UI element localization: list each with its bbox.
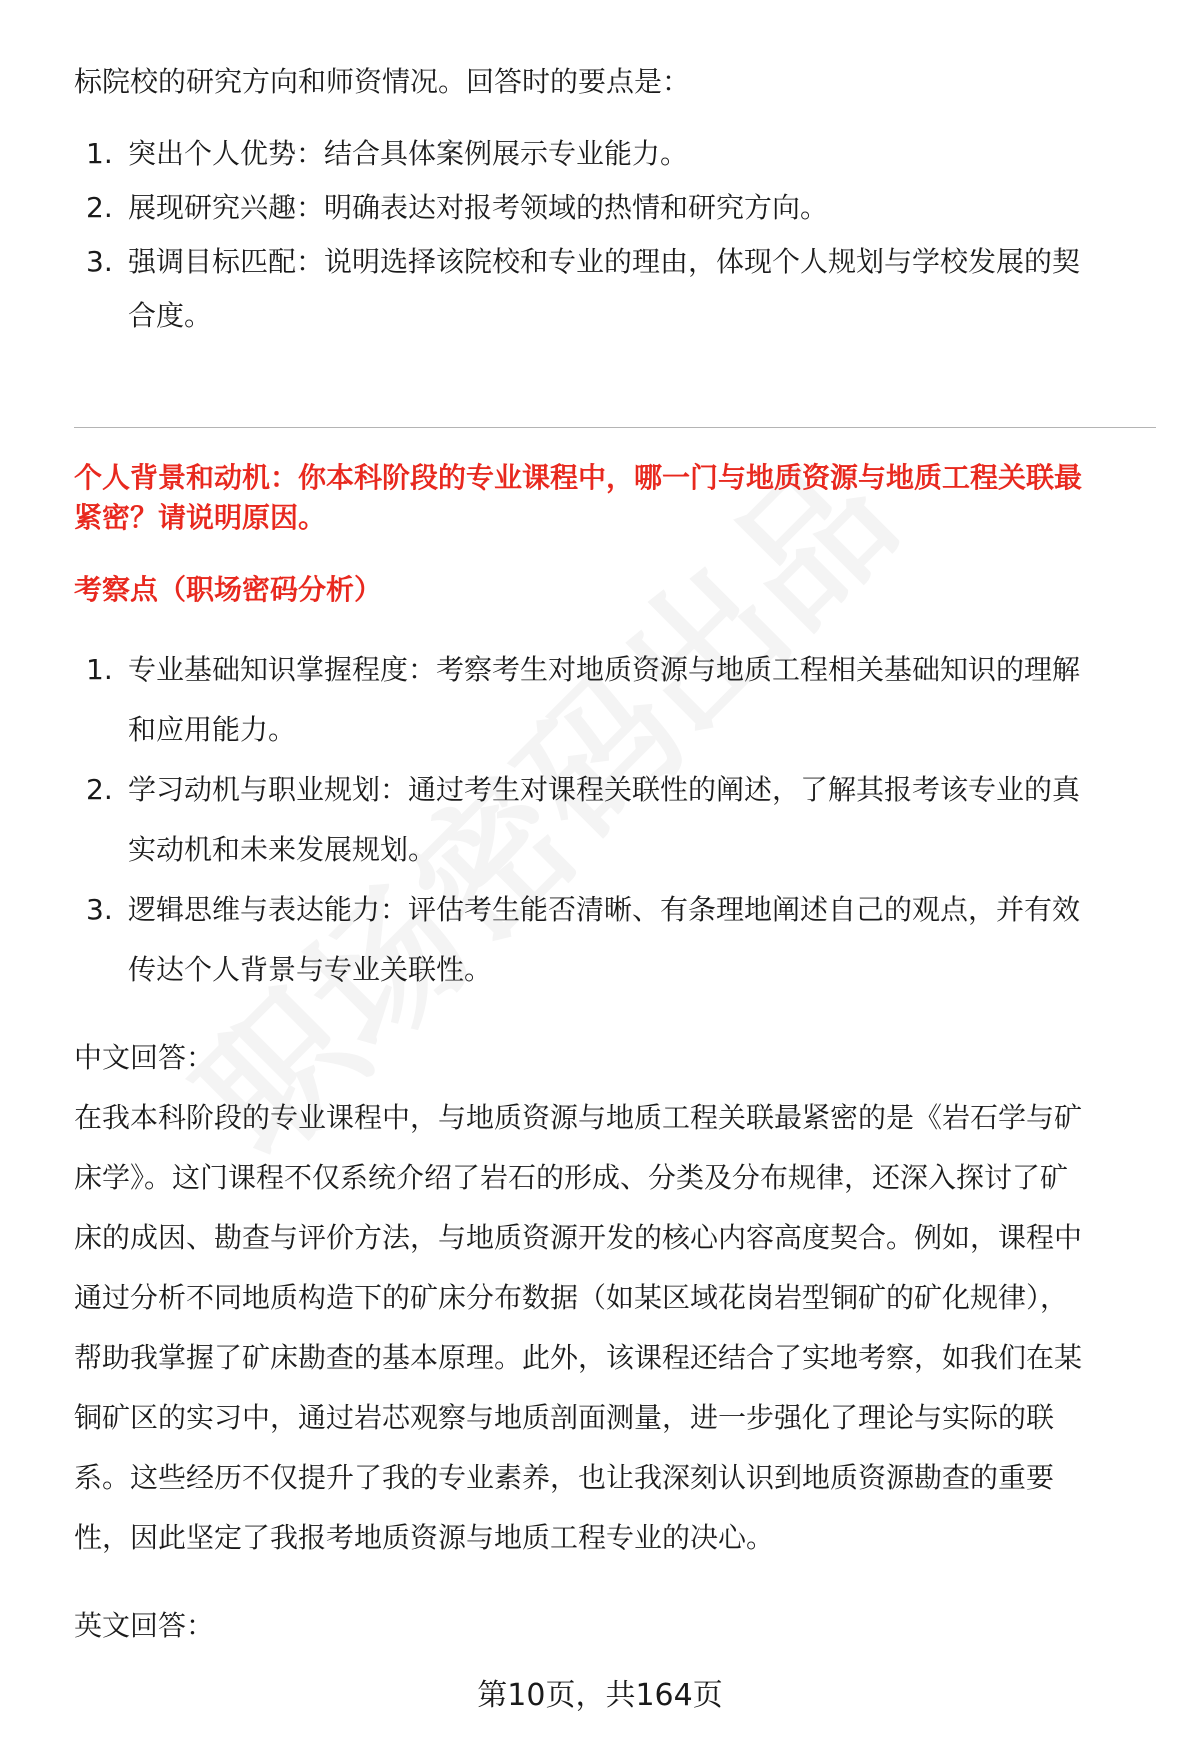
exam-point-2-number: 2. [86,773,113,806]
point-3-number: 3. [86,245,113,278]
chinese-answer-line: 通过分析不同地质构造下的矿床分布数据（如某区域花岗岩型铜矿的矿化规律）， [74,1281,1069,1314]
exam-point-1-text-continued: 和应用能力。 [128,713,297,746]
point-1-text: 突出个人优势：结合具体案例展示专业能力。 [128,137,689,170]
section-divider [74,427,1156,428]
point-2-number: 2. [86,191,113,224]
question-heading-line-2: 紧密？请说明原因。 [74,501,327,534]
chinese-answer-line: 铜矿区的实习中，通过岩芯观察与地质剖面测量，进一步强化了理论与实际的联 [74,1401,1055,1434]
intro-line: 标院校的研究方向和师资情况。回答时的要点是： [74,65,691,98]
chinese-answer-line: 性，因此坚定了我报考地质资源与地质工程专业的决心。 [74,1521,775,1554]
english-answer-label: 英文回答： [74,1609,215,1642]
page-footer: 第10页，共164页 [477,1678,723,1713]
exam-point-1-number: 1. [86,653,113,686]
point-3-text-continued: 合度。 [128,299,213,332]
chinese-answer-line: 床的成因、勘查与评价方法，与地质资源开发的核心内容高度契合。例如，课程中 [74,1221,1083,1254]
exam-points-heading: 考察点（职场密码分析） [74,573,383,606]
exam-point-3-text: 逻辑思维与表达能力：评估考生能否清晰、有条理地阐述自己的观点，并有效 [128,893,1081,926]
exam-point-3-text-continued: 传达个人背景与专业关联性。 [128,953,493,986]
point-2-text: 展现研究兴趣：明确表达对报考领域的热情和研究方向。 [128,191,829,224]
exam-point-3-number: 3. [86,893,113,926]
exam-point-1-text: 专业基础知识掌握程度：考察考生对地质资源与地质工程相关基础知识的理解 [128,653,1081,686]
point-3-text: 强调目标匹配：说明选择该院校和专业的理由，体现个人规划与学校发展的契 [128,245,1081,278]
exam-point-2-text-continued: 实动机和未来发展规划。 [128,833,437,866]
chinese-answer-line: 系。这些经历不仅提升了我的专业素养，也让我深刻认识到地质资源勘查的重要 [74,1461,1055,1494]
question-heading-line-1: 个人背景和动机：你本科阶段的专业课程中，哪一门与地质资源与地质工程关联最 [74,461,1083,494]
point-1-number: 1. [86,137,113,170]
chinese-answer-line: 帮助我掌握了矿床勘查的基本原理。此外，该课程还结合了实地考察，如我们在某 [74,1341,1083,1374]
exam-point-2-text: 学习动机与职业规划：通过考生对课程关联性的阐述，了解其报考该专业的真 [128,773,1081,806]
chinese-answer-line: 在我本科阶段的专业课程中，与地质资源与地质工程关联最紧密的是《岩石学与矿 [74,1101,1083,1134]
chinese-answer-label: 中文回答： [74,1041,215,1074]
chinese-answer-line: 床学》。这门课程不仅系统介绍了岩石的形成、分类及分布规律，还深入探讨了矿 [74,1161,1069,1194]
